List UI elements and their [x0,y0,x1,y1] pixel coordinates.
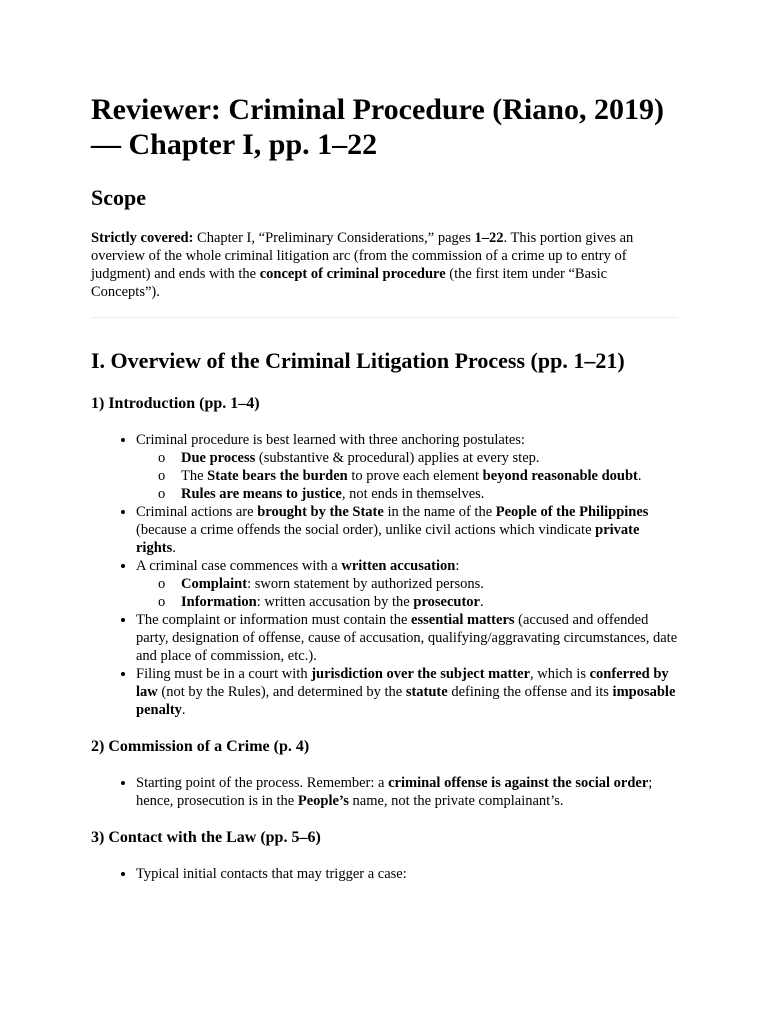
item-text: A criminal case commences with a [136,558,342,574]
scope-heading: Scope [91,185,146,210]
sub-bullet: o [158,594,166,610]
introduction-heading: 1) Introduction (pp. 1–4) [91,395,260,412]
contact-list [91,865,678,883]
list-item [136,865,678,883]
sub-bullet: o [158,486,166,502]
item-text: Criminal actions are [136,504,258,520]
scope-concept: concept of criminal procedure [259,266,446,282]
list-item [136,503,678,557]
bold-text: People of the Philippines [495,504,649,520]
sub-bullet: o [158,576,166,592]
bold-text: conferred by law [136,666,669,700]
sub-list-item [158,449,678,467]
item-text: . [181,702,186,718]
item-text: , not ends in themselves. [341,486,485,502]
bold-text: prosecutor [413,594,480,610]
item-text: (accused and offended party, designation of offense, cause of accusation, qualifying/aggravating circumstances, date and place of commission, etc.). [136,612,678,664]
list-item [136,557,678,611]
bold-text: imposable penalty [136,684,676,718]
item-text: (because a crime offends the social order), unlike civil actions which vindicate [136,522,596,538]
item-text: Filing must be in a court with [136,666,312,682]
item-text: : [455,558,460,574]
scope-text-2: . This portion gives an overview of the whole criminal litigation arc (from the commission of a crime up to entry of judgment) and ends with the [91,230,634,282]
sub-list-item [158,485,678,503]
bold-text: People’s [297,793,349,809]
commission-heading: 2) Commission of a Crime (p. 4) [91,738,310,755]
bold-text: private rights [136,522,640,556]
sub-list-item [158,593,678,611]
commission-list [91,774,678,810]
item-text: : written accusation by the [256,594,414,610]
item-text: . [637,468,642,484]
bold-text: beyond reasonable doubt [482,468,638,484]
item-text: ; hence, prosecution is in the [136,775,653,809]
bold-text: jurisdiction over the subject matter [311,666,530,682]
list-item [136,611,678,665]
scope-paragraph [91,229,678,301]
sub-bullet: o [158,450,166,466]
item-text: (substantive & procedural) applies at every step. [255,450,540,466]
item-text: (not by the Rules), and determined by the [157,684,406,700]
document-title: Reviewer: Criminal Procedure (Riano, 2019) — Chapter I, pp. 1–22 [91,93,664,161]
list-item [136,774,678,810]
sublist [136,449,678,503]
item-text: , which is [530,666,590,682]
item-text: Typical initial contacts that may trigger a case: [136,866,407,882]
item-text: The [181,468,208,484]
sub-bullet: o [158,468,166,484]
bold-text: brought by the State [257,504,384,520]
item-text: in the name of the [383,504,496,520]
item-text: defining the offense and its [447,684,613,700]
section-divider [91,317,678,318]
item-text: : sworn statement by authorized persons. [247,576,484,592]
item-text: Criminal procedure is best learned with three anchoring postulates: [136,432,525,448]
bold-text: essential matters [411,612,515,628]
introduction-list [91,431,678,719]
item-text: Starting point of the process. Remember: a [136,775,389,791]
list-item [136,665,678,719]
section-1-heading: I. Overview of the Criminal Litigation Process (pp. 1–21) [91,348,625,373]
scope-pages: 1–22 [474,230,504,246]
sub-list-item [158,575,678,593]
bold-text: statute [405,684,448,700]
scope-text-1: Chapter I, “Preliminary Considerations,” pages [193,230,475,246]
sub-list-item [158,467,678,485]
list-item [136,431,678,503]
item-text: . [479,594,484,610]
bold-text: Complaint [181,576,248,592]
item-text: name, not the private complainant’s. [348,793,564,809]
bold-text: State bears the burden [207,468,348,484]
scope-text-3: (the first item under “Basic Concepts”). [91,266,608,300]
bold-text: Rules are means to justice [181,486,342,502]
bold-text: written accusation [341,558,456,574]
item-text: The complaint or information must contain the [136,612,412,628]
bold-text: Due process [181,450,256,466]
sublist [136,575,678,611]
contact-heading: 3) Contact with the Law (pp. 5–6) [91,829,321,846]
item-text: to prove each element [347,468,483,484]
bold-text: criminal offense is against the social order [388,775,649,791]
scope-label: Strictly covered: [91,230,194,246]
bold-text: Information [181,594,257,610]
item-text: . [172,540,176,556]
